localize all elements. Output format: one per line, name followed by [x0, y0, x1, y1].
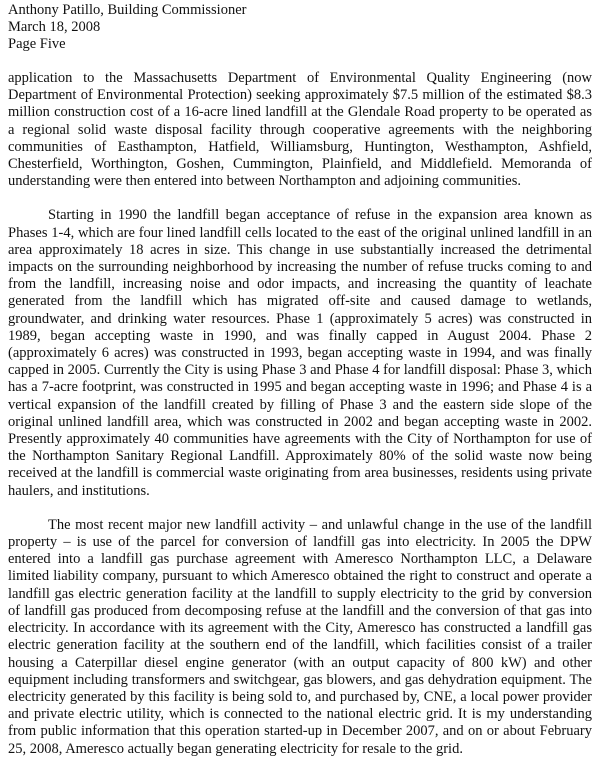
paragraph-gap [8, 500, 592, 517]
paragraph-application: application to the Massachusetts Department of Environmental Quality Engineering (now Department of Environmental Protection) seeking approximately $7.5 million of the estimated $8.3 million construction cost of a 16-acre lined landfill at the Glendale Road property to be operated as a regional solid waste disposal facility through cooperative agreements with the neighboring communities of Easthampton, Hatfield, Williamsburg, Huntington, Westhampton, Ashfield, Chesterfield, Worthington, Goshen, Cummington, Plainfield, and Middlefield. Memoranda of understanding were then entered into between Northampton and adjoining communities. [8, 70, 592, 190]
paragraph-gap [8, 190, 592, 207]
paragraph-landfill-gas: The most recent major new landfill activity – and unlawful change in the use of the landfill property – is use of the parcel for conversion of landfill gas into electricity. In 2005 the DPW entered into a landfill gas purchase agreement with Ameresco Northampton LLC, a Delaware limited liability company, pursuant to which Ameresco obtained the right to construct and operate a landfill gas electric generation facility at the landfill to supply electricity to the grid by conversion of landfill gas produced from decomposing refuse at the landfill and the conversion of that gas into electricity. In accordance with its agreement with the City, Ameresco has constructed a landfill gas electric generation facility at the southern end of the landfill, which facilities consist of a trailer housing a Caterpillar diesel engine generator (with an output capacity of 800 kW) and other equipment including transformers and switchgear, gas blowers, and gas dehydration equipment. The electricity generated by this facility is being sold to, and purchased by, CNE, a local power provider and private electric utility, which is connected to the national electric grid. It is my understanding from public information that this operation started-up in December 2007, and on or about February 25, 2008, Ameresco actually began generating electricity for resale to the grid. [8, 516, 592, 757]
letter-header [8, 2, 592, 53]
letter-page [8, 2, 592, 758]
paragraph-phases: Starting in 1990 the landfill began acceptance of refuse in the expansion area known as Phases 1-4, which are four lined landfill cells located to the east of the original unlined landfill in an area approximately 18 acres in size. This change in use substantially increased the detrimental impacts on the surrounding neighborhood by increasing the number of refuse trucks coming to and from the landfill, increasing noise and odor impacts, and increasing the quantity of leachate generated from the landfill which has migrated off-site and caused damage to wetlands, groundwater, and drinking water resources. Phase 1 (approximately 5 acres) was constructed in 1989, began accepting waste in 1990, and was finally capped in August 2004. Phase 2 (approximately 6 acres) was constructed in 1993, began accepting waste in 1994, and was finally capped in 2005. Currently the City is using Phase 3 and Phase 4 for landfill disposal: Phase 3, which has a 7-acre footprint, was constructed in 1995 and began accepting waste in 1996; and Phase 4 is a vertical expansion of the landfill created by filling of Phase 3 and the eastern side slope of the original unlined landfill area, which was constructed in 2002 and began accepting waste in 2002. Presently approximately 40 communities have agreements with the City of Northampton for use of the Northampton Sanitary Regional Landfill. Approximately 80% of the solid waste now being received at the landfill is commercial waste originating from area businesses, residents using private haulers, and institutions. [8, 207, 592, 499]
letter-date: March 18, 2008 [8, 19, 101, 35]
recipient-name: Anthony Patillo, Building Commissioner [8, 2, 247, 18]
page-number: Page Five [8, 36, 66, 52]
